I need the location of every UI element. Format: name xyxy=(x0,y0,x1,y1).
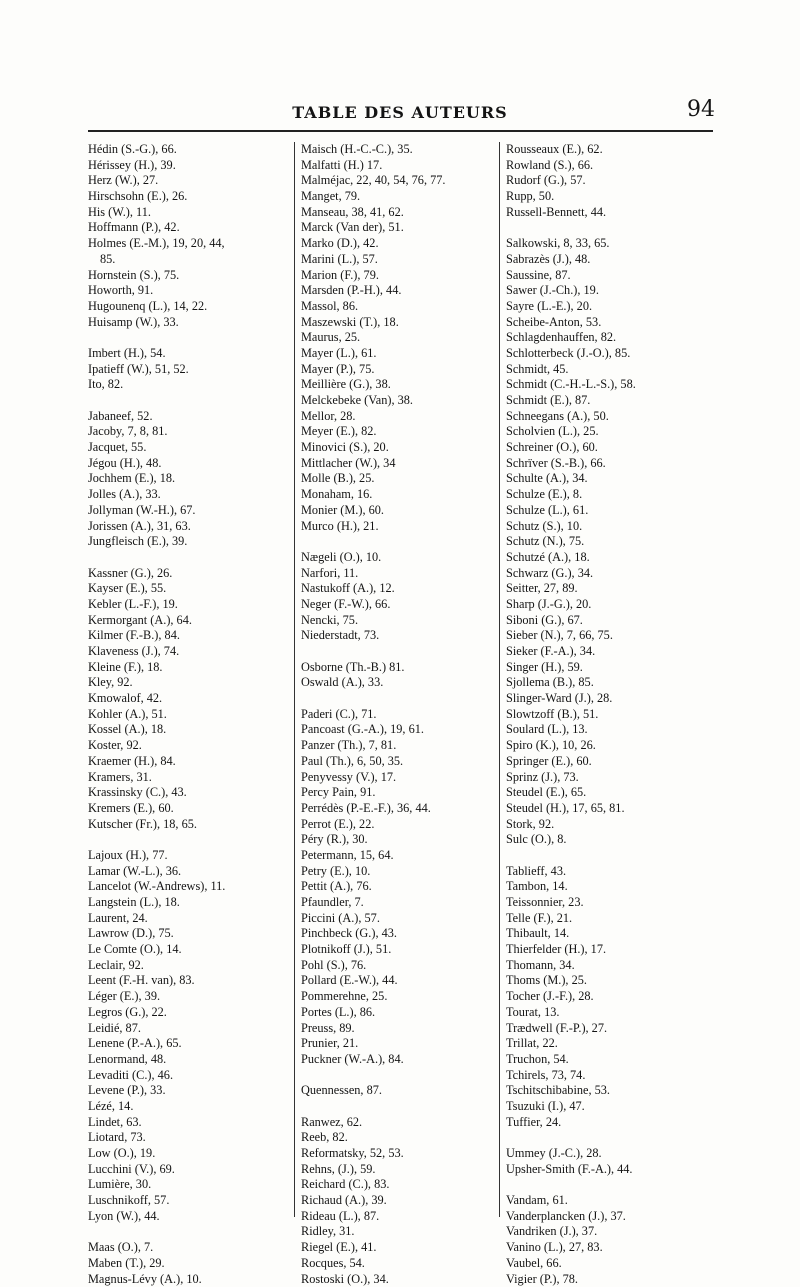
index-entry: Koster, 92. xyxy=(88,738,293,754)
index-entry: Kramers, 31. xyxy=(88,770,293,786)
index-entry: Melckebeke (Van), 38. xyxy=(301,393,501,409)
index-entry: Hérissey (H.), 39. xyxy=(88,158,293,174)
index-entry: Jochhem (E.), 18. xyxy=(88,471,293,487)
index-entry: Salkowski, 8, 33, 65. xyxy=(506,236,721,252)
letter-group-gap xyxy=(301,644,501,660)
index-entry: Kmowalof, 42. xyxy=(88,691,293,707)
index-entry: Rupp, 50. xyxy=(506,189,721,205)
letter-group-gap xyxy=(88,1224,293,1240)
index-entry: Slowtzoff (B.), 51. xyxy=(506,707,721,723)
index-entry: Maszewski (T.), 18. xyxy=(301,315,501,331)
index-entry: Leclair, 92. xyxy=(88,958,293,974)
index-entry: Osborne (Th.-B.) 81. xyxy=(301,660,501,676)
index-entry: Lindet, 63. xyxy=(88,1115,293,1131)
index-entry: Holmes (E.-M.), 19, 20, 44, xyxy=(88,236,293,252)
index-entry: Laurent, 24. xyxy=(88,911,293,927)
index-entry: Paderi (C.), 71. xyxy=(301,707,501,723)
header-rule xyxy=(88,130,713,132)
index-entry: Piccini (A.), 57. xyxy=(301,911,501,927)
index-entry: Plotnikoff (J.), 51. xyxy=(301,942,501,958)
index-entry: Schmidt (E.), 87. xyxy=(506,393,721,409)
index-entry: Rostoski (O.), 34. xyxy=(301,1272,501,1287)
letter-group-gap xyxy=(301,1099,501,1115)
index-entry: Ummey (J.-C.), 28. xyxy=(506,1146,721,1162)
index-entry: Perrédès (P.-E.-F.), 36, 44. xyxy=(301,801,501,817)
index-entry: Reformatsky, 52, 53. xyxy=(301,1146,501,1162)
running-title: TABLE DES AUTEURS xyxy=(85,103,715,122)
index-entry: Kleine (F.), 18. xyxy=(88,660,293,676)
index-entry: Tsuzuki (I.), 47. xyxy=(506,1099,721,1115)
index-entry: Nægeli (O.), 10. xyxy=(301,550,501,566)
index-entry: Vanino (L.), 27, 83. xyxy=(506,1240,721,1256)
index-column-1 xyxy=(88,142,293,1287)
letter-group-gap xyxy=(301,1068,501,1084)
index-entry: Marck (Van der), 51. xyxy=(301,220,501,236)
index-entry: Truchon, 54. xyxy=(506,1052,721,1068)
index-entry: Le Comte (O.), 14. xyxy=(88,942,293,958)
index-entry: Pollard (E.-W.), 44. xyxy=(301,973,501,989)
index-entry: Jacoby, 7, 8, 81. xyxy=(88,424,293,440)
index-entry: Lenene (P.-A.), 65. xyxy=(88,1036,293,1052)
index-entry: Pommerehne, 25. xyxy=(301,989,501,1005)
index-entry: Lucchini (V.), 69. xyxy=(88,1162,293,1178)
index-entry: Soulard (L.), 13. xyxy=(506,722,721,738)
index-entry: Péry (R.), 30. xyxy=(301,832,501,848)
index-entry: Mayer (L.), 61. xyxy=(301,346,501,362)
letter-group-gap xyxy=(506,1177,721,1193)
index-entry: Marko (D.), 42. xyxy=(301,236,501,252)
index-entry: Sprinz (J.), 73. xyxy=(506,770,721,786)
index-entry: Sieber (N.), 7, 66, 75. xyxy=(506,628,721,644)
index-entry: Vaubel, 66. xyxy=(506,1256,721,1272)
index-entry: Reeb, 82. xyxy=(301,1130,501,1146)
index-entry: Murco (H.), 21. xyxy=(301,519,501,535)
index-entry: Vandam, 61. xyxy=(506,1193,721,1209)
index-entry: Richaud (A.), 39. xyxy=(301,1193,501,1209)
index-entry: Levaditi (C.), 46. xyxy=(88,1068,293,1084)
index-entry: Tablieff, 43. xyxy=(506,864,721,880)
index-column-2 xyxy=(301,142,501,1287)
index-entry: Kremers (E.), 60. xyxy=(88,801,293,817)
index-entry: Jégou (H.), 48. xyxy=(88,456,293,472)
index-entry: Prunier, 21. xyxy=(301,1036,501,1052)
index-entry: Upsher-Smith (F.-A.), 44. xyxy=(506,1162,721,1178)
index-entry: Perrot (E.), 22. xyxy=(301,817,501,833)
index-entry: Rideau (L.), 87. xyxy=(301,1209,501,1225)
index-entry: Stork, 92. xyxy=(506,817,721,833)
index-entry: Huisamp (W.), 33. xyxy=(88,315,293,331)
index-entry: Klaveness (J.), 74. xyxy=(88,644,293,660)
index-entry: Manget, 79. xyxy=(301,189,501,205)
index-entry: Schlotterbeck (J.-O.), 85. xyxy=(506,346,721,362)
letter-group-gap xyxy=(301,534,501,550)
index-entry: Monaham, 16. xyxy=(301,487,501,503)
index-entry: Tuffier, 24. xyxy=(506,1115,721,1131)
index-entry: Lancelot (W.-Andrews), 11. xyxy=(88,879,293,895)
index-entry: Ranwez, 62. xyxy=(301,1115,501,1131)
index-entry: Schutz (S.), 10. xyxy=(506,519,721,535)
index-entry: Nastukoff (A.), 12. xyxy=(301,581,501,597)
index-entry: Rocques, 54. xyxy=(301,1256,501,1272)
index-entry: Penyvessy (V.), 17. xyxy=(301,770,501,786)
index-entry: Spiro (K.), 10, 26. xyxy=(506,738,721,754)
index-column-3 xyxy=(506,142,721,1287)
column-divider xyxy=(499,142,500,1217)
index-entry: Leent (F.-H. van), 83. xyxy=(88,973,293,989)
index-entry: Panzer (Th.), 7, 81. xyxy=(301,738,501,754)
index-entry: Oswald (A.), 33. xyxy=(301,675,501,691)
index-entry: Pohl (S.), 76. xyxy=(301,958,501,974)
index-entry: Marsden (P.-H.), 44. xyxy=(301,283,501,299)
index-entry: Kermorgant (A.), 64. xyxy=(88,613,293,629)
index-entry: Petermann, 15, 64. xyxy=(301,848,501,864)
index-entry: Molle (B.), 25. xyxy=(301,471,501,487)
index-entry: Teissonnier, 23. xyxy=(506,895,721,911)
index-entry: Pinchbeck (G.), 43. xyxy=(301,926,501,942)
index-entry: Ito, 82. xyxy=(88,377,293,393)
index-entry: Schwarz (G.), 34. xyxy=(506,566,721,582)
index-entry: Thomann, 34. xyxy=(506,958,721,974)
index-entry: Tourat, 13. xyxy=(506,1005,721,1021)
index-entry: Mittlacher (W.), 34 xyxy=(301,456,501,472)
index-entry: Kayser (E.), 55. xyxy=(88,581,293,597)
index-entry: Thierfelder (H.), 17. xyxy=(506,942,721,958)
letter-group-gap xyxy=(88,330,293,346)
author-index xyxy=(88,142,718,1222)
index-entry: Luschnikoff, 57. xyxy=(88,1193,293,1209)
index-entry: Malméjac, 22, 40, 54, 76, 77. xyxy=(301,173,501,189)
index-entry: Sieker (F.-A.), 34. xyxy=(506,644,721,660)
index-entry: Jolles (A.), 33. xyxy=(88,487,293,503)
index-entry: Lumière, 30. xyxy=(88,1177,293,1193)
index-entry: Quennessen, 87. xyxy=(301,1083,501,1099)
index-entry: Singer (H.), 59. xyxy=(506,660,721,676)
letter-group-gap xyxy=(506,848,721,864)
index-entry: Pancoast (G.-A.), 19, 61. xyxy=(301,722,501,738)
index-entry: Portes (L.), 86. xyxy=(301,1005,501,1021)
index-entry: 85. xyxy=(88,252,293,268)
index-entry: Kraemer (H.), 84. xyxy=(88,754,293,770)
index-entry: Langstein (L.), 18. xyxy=(88,895,293,911)
index-entry: Kassner (G.), 26. xyxy=(88,566,293,582)
index-entry: Lamar (W.-L.), 36. xyxy=(88,864,293,880)
index-entry: Maben (T.), 29. xyxy=(88,1256,293,1272)
index-entry: Maisch (H.-C.-C.), 35. xyxy=(301,142,501,158)
index-entry: Leidié, 87. xyxy=(88,1021,293,1037)
index-entry: Thoms (M.), 25. xyxy=(506,973,721,989)
index-entry: Monier (M.), 60. xyxy=(301,503,501,519)
index-entry: Lajoux (H.), 77. xyxy=(88,848,293,864)
page-header xyxy=(85,95,715,135)
index-entry: Maurus, 25. xyxy=(301,330,501,346)
index-entry: Tambon, 14. xyxy=(506,879,721,895)
index-entry: Legros (G.), 22. xyxy=(88,1005,293,1021)
index-entry: Schutzé (A.), 18. xyxy=(506,550,721,566)
index-entry: Herz (W.), 27. xyxy=(88,173,293,189)
index-entry: Telle (F.), 21. xyxy=(506,911,721,927)
index-entry: Tchirels, 73, 74. xyxy=(506,1068,721,1084)
index-entry: Scheibe-Anton, 53. xyxy=(506,315,721,331)
index-entry: Howorth, 91. xyxy=(88,283,293,299)
page-number: 94 xyxy=(687,97,715,122)
index-entry: Sharp (J.-G.), 20. xyxy=(506,597,721,613)
index-entry: Schutz (N.), 75. xyxy=(506,534,721,550)
index-entry: Schulze (E.), 8. xyxy=(506,487,721,503)
letter-group-gap xyxy=(88,550,293,566)
index-entry: Minovici (S.), 20. xyxy=(301,440,501,456)
letter-group-gap xyxy=(88,393,293,409)
index-entry: Liotard, 73. xyxy=(88,1130,293,1146)
index-entry: Lézé, 14. xyxy=(88,1099,293,1115)
index-entry: Manseau, 38, 41, 62. xyxy=(301,205,501,221)
index-entry: Kley, 92. xyxy=(88,675,293,691)
index-entry: Niederstadt, 73. xyxy=(301,628,501,644)
index-entry: Jabaneef, 52. xyxy=(88,409,293,425)
index-entry: Meyer (E.), 82. xyxy=(301,424,501,440)
index-entry: Malfatti (H.) 17. xyxy=(301,158,501,174)
index-entry: Schulte (A.), 34. xyxy=(506,471,721,487)
index-entry: Russell-Bennett, 44. xyxy=(506,205,721,221)
index-entry: Hirschsohn (E.), 26. xyxy=(88,189,293,205)
index-entry: Imbert (H.), 54. xyxy=(88,346,293,362)
index-entry: Schneegans (A.), 50. xyxy=(506,409,721,425)
index-entry: Lenormand, 48. xyxy=(88,1052,293,1068)
index-entry: Steudel (H.), 17, 65, 81. xyxy=(506,801,721,817)
index-entry: Tschitschibabine, 53. xyxy=(506,1083,721,1099)
index-entry: Rehns, (J.), 59. xyxy=(301,1162,501,1178)
index-entry: Kilmer (F.-B.), 84. xyxy=(88,628,293,644)
letter-group-gap xyxy=(301,691,501,707)
index-entry: Slinger-Ward (J.), 28. xyxy=(506,691,721,707)
index-entry: Nencki, 75. xyxy=(301,613,501,629)
index-entry: Neger (F.-W.), 66. xyxy=(301,597,501,613)
index-entry: Marini (L.), 57. xyxy=(301,252,501,268)
index-entry: Scholvien (L.), 25. xyxy=(506,424,721,440)
index-entry: Levene (P.), 33. xyxy=(88,1083,293,1099)
index-entry: Siboni (G.), 67. xyxy=(506,613,721,629)
index-entry: Maas (O.), 7. xyxy=(88,1240,293,1256)
index-entry: Thibault, 14. xyxy=(506,926,721,942)
index-entry: Rousseaux (E.), 62. xyxy=(506,142,721,158)
index-entry: Krassinsky (C.), 43. xyxy=(88,785,293,801)
index-entry: Pfaundler, 7. xyxy=(301,895,501,911)
index-entry: Magnus-Lévy (A.), 10. xyxy=(88,1272,293,1287)
index-entry: Schlagdenhauffen, 82. xyxy=(506,330,721,346)
index-entry: Ridley, 31. xyxy=(301,1224,501,1240)
index-entry: Lyon (W.), 44. xyxy=(88,1209,293,1225)
index-entry: Seitter, 27, 89. xyxy=(506,581,721,597)
index-entry: Mayer (P.), 75. xyxy=(301,362,501,378)
index-entry: Kohler (A.), 51. xyxy=(88,707,293,723)
index-entry: Ipatieff (W.), 51, 52. xyxy=(88,362,293,378)
index-entry: Vigier (P.), 78. xyxy=(506,1272,721,1287)
index-entry: Riegel (E.), 41. xyxy=(301,1240,501,1256)
index-entry: Meillière (G.), 38. xyxy=(301,377,501,393)
index-entry: Vandriken (J.), 37. xyxy=(506,1224,721,1240)
index-entry: Kutscher (Fr.), 18, 65. xyxy=(88,817,293,833)
index-entry: Hoffmann (P.), 42. xyxy=(88,220,293,236)
index-entry: Narfori, 11. xyxy=(301,566,501,582)
index-entry: Tocher (J.-F.), 28. xyxy=(506,989,721,1005)
index-entry: Low (O.), 19. xyxy=(88,1146,293,1162)
index-entry: Massol, 86. xyxy=(301,299,501,315)
column-divider xyxy=(294,142,295,1217)
index-entry: Saussine, 87. xyxy=(506,268,721,284)
index-entry: Steudel (E.), 65. xyxy=(506,785,721,801)
index-entry: Preuss, 89. xyxy=(301,1021,501,1037)
index-entry: Sayre (L.-E.), 20. xyxy=(506,299,721,315)
index-entry: Kossel (A.), 18. xyxy=(88,722,293,738)
index-entry: Puckner (W.-A.), 84. xyxy=(301,1052,501,1068)
index-entry: Pettit (A.), 76. xyxy=(301,879,501,895)
index-entry: Sabrazès (J.), 48. xyxy=(506,252,721,268)
index-entry: Petry (E.), 10. xyxy=(301,864,501,880)
index-entry: Kebler (L.-F.), 19. xyxy=(88,597,293,613)
index-entry: Hédin (S.-G.), 66. xyxy=(88,142,293,158)
index-entry: Mellor, 28. xyxy=(301,409,501,425)
index-entry: Percy Pain, 91. xyxy=(301,785,501,801)
index-entry: Jungfleisch (E.), 39. xyxy=(88,534,293,550)
index-entry: Trædwell (F.-P.), 27. xyxy=(506,1021,721,1037)
index-entry: Lawrow (D.), 75. xyxy=(88,926,293,942)
index-entry: Sulc (O.), 8. xyxy=(506,832,721,848)
index-entry: Rowland (S.), 66. xyxy=(506,158,721,174)
index-entry: Schreiner (O.), 60. xyxy=(506,440,721,456)
index-entry: Vanderplancken (J.), 37. xyxy=(506,1209,721,1225)
index-entry: Sjollema (B.), 85. xyxy=(506,675,721,691)
index-entry: Schulze (L.), 61. xyxy=(506,503,721,519)
index-entry: Marion (F.), 79. xyxy=(301,268,501,284)
index-entry: His (W.), 11. xyxy=(88,205,293,221)
index-entry: Sawer (J.-Ch.), 19. xyxy=(506,283,721,299)
letter-group-gap xyxy=(506,1130,721,1146)
index-entry: Hugounenq (L.), 14, 22. xyxy=(88,299,293,315)
index-entry: Springer (E.), 60. xyxy=(506,754,721,770)
index-entry: Jacquet, 55. xyxy=(88,440,293,456)
index-entry: Hornstein (S.), 75. xyxy=(88,268,293,284)
index-entry: Schmidt (C.-H.-L.-S.), 58. xyxy=(506,377,721,393)
letter-group-gap xyxy=(88,832,293,848)
index-entry: Reichard (C.), 83. xyxy=(301,1177,501,1193)
index-entry: Trillat, 22. xyxy=(506,1036,721,1052)
index-entry: Schrïver (S.-B.), 66. xyxy=(506,456,721,472)
index-entry: Jollyman (W.-H.), 67. xyxy=(88,503,293,519)
index-entry: Léger (E.), 39. xyxy=(88,989,293,1005)
index-entry: Jorissen (A.), 31, 63. xyxy=(88,519,293,535)
index-entry: Paul (Th.), 6, 50, 35. xyxy=(301,754,501,770)
letter-group-gap xyxy=(506,220,721,236)
index-entry: Schmidt, 45. xyxy=(506,362,721,378)
index-entry: Rudorf (G.), 57. xyxy=(506,173,721,189)
